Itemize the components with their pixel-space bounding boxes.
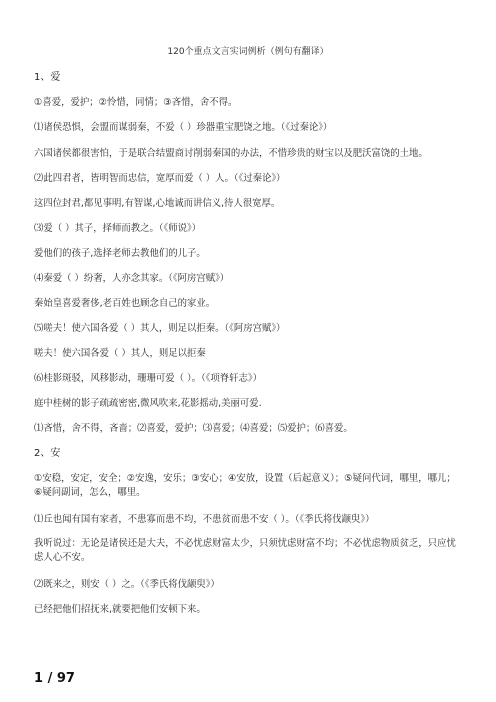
translation-line: 已经把他们招抚来,就要把他们安顿下来。	[34, 604, 206, 615]
example-sentence: ⑴诸侯恐惧，会盟而谋弱秦，不爱（ ）珍器重宝肥饶之地。（《过秦论》）	[34, 122, 333, 133]
translation-line: 这四位封君,都见事明,有智谋,心地诚而讲信义,待人很宽厚。	[34, 198, 281, 209]
example-sentence: ⑹桂影斑驳，风移影动，珊珊可爱（ ）。（《项脊轩志》）	[34, 373, 262, 384]
example-sentence: ⑵此四君者，皆明智而忠信，宽厚而爱（ ）人。（《过秦论》）	[34, 173, 286, 184]
example-sentence: ⑴丘也闻有国有家者，不患寡而患不均，不患贫而患不安（ ）。（《季氏将伐颛臾》）	[34, 514, 375, 525]
translation-line: 秦始皇喜爱奢侈,老百姓也顾念自己的家业。	[34, 298, 216, 309]
example-sentence: ⑷秦爱（ ）纷奢，人亦念其家。（《阿房宫赋》）	[34, 273, 230, 284]
translation-line: 爱他们的孩子,选择老师去教他们的儿子。	[34, 248, 206, 259]
translation-line: 庭中桂树的影子疏疏密密,微风吹来,花影摇动,美丽可爱.	[34, 398, 262, 409]
translation-line: 嗟夫！使六国各爱（ ）其人，则足以拒秦	[34, 348, 206, 359]
definition-line: ①安稳，安定，安全；②安逸，安乐；③安心；④安放，设置（后起意义）；⑤疑问代词，哪里，哪儿；⑥疑问副词，怎么，哪里。	[34, 473, 456, 498]
translation-line: 六国诸侯都很害怕，于是联合结盟商讨削弱秦国的办法，不惜珍贵的财宝以及肥沃富饶的土地。	[34, 148, 428, 159]
definition-line: ①喜爱，爱护；②怜惜，同情；③吝惜，舍不得。	[34, 97, 238, 108]
example-sentence: ⑵既来之，则安（ ）之。（《季氏将伐颛臾》）	[34, 579, 220, 590]
example-sentence: ⑶爱（ ）其子，择师而教之。（《师说》）	[34, 223, 202, 234]
section-heading: 2、安	[34, 448, 61, 459]
document-title: 120个重点文言实词例析（例句有翻译）	[167, 47, 329, 57]
section-heading: 1、爱	[34, 72, 61, 83]
translation-line: 我听说过：无论是诸侯还是大夫，不必忧虑财富太少，只须忧虑财富不均；不必忧虑物质贫乏，只应忧虑人心不安。	[34, 538, 456, 563]
answer-key: ⑴吝惜，舍不得，吝啬；⑵喜爱，爱护；⑶喜爱；⑷喜爱；⑸爱护；⑹喜爱。	[34, 423, 353, 434]
example-sentence: ⑸嗟夫！使六国各爱（ ）其人，则足以拒秦。（《阿房宫赋》）	[34, 323, 286, 334]
page-indicator: 1 / 97	[34, 671, 75, 686]
